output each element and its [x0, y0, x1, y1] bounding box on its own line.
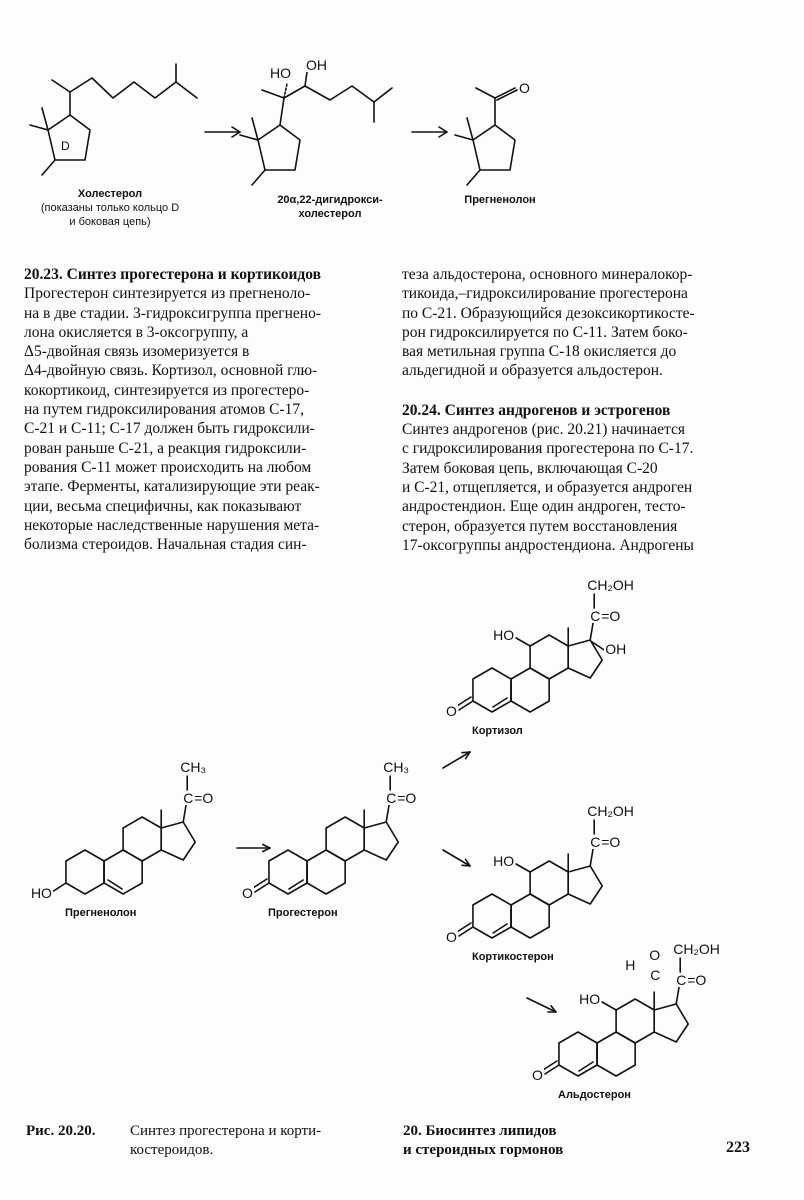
ring-a: [473, 894, 511, 938]
text-line: рован раньше С-21, а реакция гидроксили-: [24, 439, 307, 457]
cortisol-structure: [457, 594, 604, 712]
double-bond-d4: [579, 1062, 593, 1071]
text-line: Δ4-двойную связь. Кортизол, основной глю-: [24, 362, 318, 380]
double-bond-d4: [289, 880, 303, 889]
ring-a: [269, 850, 307, 894]
pregnenolone-c20-oxo: =O: [194, 790, 214, 806]
double-bond-d4: [493, 924, 507, 933]
c3-keto-bond-2: [457, 697, 471, 706]
cholesterol-caption-name: Холестерол: [77, 188, 143, 200]
c11-oh-bond: [516, 638, 530, 646]
text-line: стерон, образуется путем восстановления: [402, 517, 678, 535]
text-line: С-21 и С-11; С-17 должен быть гидроксили-: [24, 420, 315, 438]
text-line: 17-оксогруппы андростендиона. Андрогены: [402, 536, 694, 554]
caption-line-2: костероидов.: [130, 1142, 214, 1158]
dihydroxy-caption-line-2: холестерол: [298, 208, 362, 220]
aldosterone-structure: [543, 958, 688, 1076]
corticosterone-c20-oxo: =O: [601, 834, 621, 850]
ring-a: [559, 1032, 597, 1076]
progesterone-c20: C: [386, 790, 397, 806]
cortisol-c3-o: O: [445, 703, 457, 719]
ring-a: [473, 668, 511, 712]
arrow-to-cortisol-head-2: [462, 752, 470, 753]
arrow-to-corticosterone: [443, 850, 470, 866]
arrow-to-cortisol-shaft: [443, 752, 470, 768]
ring-c: [530, 861, 568, 905]
progesterone-c3-o: O: [241, 885, 253, 901]
aldosterone-c3-o: O: [531, 1067, 543, 1083]
corticosterone-structure: [457, 820, 602, 938]
ring-d-label: D: [61, 139, 70, 153]
corticosterone-c11-ho: HO: [493, 853, 515, 869]
text-line: тикоида,–гидроксилирование прогестерона: [402, 285, 688, 303]
text-line: вая метильная группа С-18 окисляется до: [402, 343, 677, 361]
corticosterone-c3-o: O: [445, 929, 457, 945]
pregnenolone-caption: Прегненолон: [65, 907, 137, 919]
figure-caption-label: Рис. 20.20.: [26, 1123, 96, 1139]
cortisol-c17-oh: OH: [605, 641, 627, 657]
figure-caption-text: [130, 1122, 390, 1160]
aldosterone-c11-ho: HO: [579, 991, 601, 1007]
c11-oh-bond: [602, 1002, 616, 1010]
text-line: по С-21. Образующийся дезоксикортикосте-: [402, 304, 695, 322]
text-line: андростендион. Еще один андроген, тесто-: [402, 498, 686, 516]
corticosterone-c21: CH₂OH: [587, 803, 634, 819]
cortisol-c20-oxo: =O: [601, 608, 621, 624]
pregnenolone-c20: C: [183, 790, 194, 806]
text-line: этапе. Ферменты, катализирующие эти реак-: [24, 478, 320, 496]
section-title-line-2: и стероидных гормонов: [403, 1142, 564, 1158]
cholesterol-caption-note-2: и боковая цепь): [69, 216, 151, 228]
ring-c: [326, 817, 364, 861]
aldosterone-c20-oxo: =O: [687, 972, 707, 988]
corticosterone-caption: Кортикостерон: [472, 951, 554, 963]
c3-keto-bond-2: [253, 879, 267, 888]
ring-c: [123, 817, 161, 861]
pregnenolone-structure: [52, 776, 195, 894]
ring-b: [597, 1032, 635, 1076]
ring-b: [511, 668, 549, 712]
ring-c: [616, 999, 654, 1043]
ring-d: [161, 822, 195, 860]
ring-c: [530, 635, 568, 679]
text-line: болизма стероидов. Начальная стадия син-: [24, 536, 307, 554]
text-line: и С-21, отщепляется, и образуется андроген: [402, 478, 693, 496]
page-number: 223: [726, 1139, 750, 1156]
progesterone-c20-oxo: =O: [397, 790, 417, 806]
ring-b: [104, 850, 142, 894]
text-line: ции, весьма специфичны, как показывают: [24, 497, 302, 515]
c3-oh-bond: [52, 883, 66, 892]
text-line: с гидроксилирования прогестерона по С-17.: [402, 440, 694, 458]
c3-keto-bond: [255, 883, 269, 892]
cortisol-c21: CH₂OH: [587, 577, 634, 593]
ring-d: [364, 822, 398, 860]
section-heading-20-24: 20.24. Синтез андрогенов и эстрогенов: [402, 401, 671, 419]
caption-line-1: Синтез прогестерона и корти-: [130, 1123, 322, 1139]
cortisol-c11-ho: HO: [493, 627, 515, 643]
progesterone-structure: [253, 776, 398, 894]
arrow-to-aldosterone-shaft: [527, 998, 556, 1012]
c3-keto-bond-2: [457, 923, 471, 932]
double-bond-d5: [108, 880, 122, 889]
text-line: на в две стадии. 3-гидроксигруппа прегнено-: [24, 304, 321, 322]
text-line: кокортикоид, синтезируется из прогестеро-: [24, 381, 310, 399]
double-bond-d4: [493, 698, 507, 707]
text-line: альдегидной и образуется альдостерон.: [402, 362, 663, 380]
ring-b: [307, 850, 345, 894]
cortisol-c20: C: [590, 608, 601, 624]
dihydroxy-caption-line-1: 20α,22-дигидрокси-: [277, 194, 383, 206]
text-line: рования С-11 может происходить на любом: [24, 458, 312, 476]
ho-label-22: HO: [270, 65, 291, 81]
progesterone-c21: CH₃: [383, 759, 410, 775]
text-line: теза альдостерона, основного минералокор-: [402, 266, 693, 283]
running-section-title: [403, 1122, 663, 1160]
oh-label-20: OH: [306, 57, 327, 73]
arrow-pregnenolone-to-progesterone: [237, 845, 270, 852]
pregnenolone-c21: CH₃: [180, 759, 207, 775]
aldosterone-c18-c: C: [650, 967, 661, 983]
corticosterone-c20: C: [590, 834, 601, 850]
ring-d: [654, 1004, 688, 1042]
aldosterone-c18-o: O: [649, 947, 661, 963]
cortisol-caption: Кортизол: [472, 725, 523, 737]
text-line: рон гидроксилируется по С-11. Затем боко-: [402, 323, 688, 341]
arrow-to-corticosterone-shaft: [443, 850, 470, 866]
aldosterone-c20: C: [676, 972, 687, 988]
c11-oh-bond: [516, 864, 530, 872]
ring-a: [66, 850, 104, 894]
pregnenolone-top-caption: Прегненолон: [464, 194, 536, 206]
c3-keto-bond-2: [543, 1061, 557, 1070]
aldosterone-c18-h: H: [625, 957, 636, 973]
text-line: Δ5-двойная связь изомеризуется в: [24, 343, 250, 361]
text-line: Прогестерон синтезируется из прегненоло-: [24, 285, 311, 303]
aldosterone-c21: CH₂OH: [673, 941, 720, 957]
cholesterol-caption-note-1: (показаны только кольцо D: [40, 202, 180, 214]
c3-keto-bond: [459, 701, 473, 710]
arrow-to-cortisol: [443, 752, 470, 768]
ring-d: [568, 866, 602, 904]
text-line: некоторые наследственные нарушения мета-: [24, 516, 320, 534]
text-line: лона окисляется в 3-оксогруппу, а: [24, 323, 249, 341]
aldosterone-caption: Альдостерон: [558, 1089, 631, 1101]
text-line: Синтез андрогенов (рис. 20.21) начинается: [402, 421, 686, 439]
section-heading-20-23: 20.23. Синтез прогестерона и кортикоидов: [24, 266, 322, 283]
pregnenolone-c3-ho: HO: [30, 885, 52, 901]
text-line: Затем боковая цепь, включающая С-20: [402, 459, 658, 477]
text-line: на путем гидроксилирования атомов С-17,: [24, 401, 305, 419]
c3-keto-bond: [545, 1065, 559, 1074]
ring-b: [511, 894, 549, 938]
progesterone-caption: Прогестерон: [268, 907, 338, 919]
c3-keto-bond: [459, 927, 473, 936]
ketone-oxygen-label: O: [519, 80, 530, 96]
section-title-line-1: 20. Биосинтез липидов: [403, 1123, 557, 1139]
arrow-to-aldosterone: [527, 998, 556, 1012]
